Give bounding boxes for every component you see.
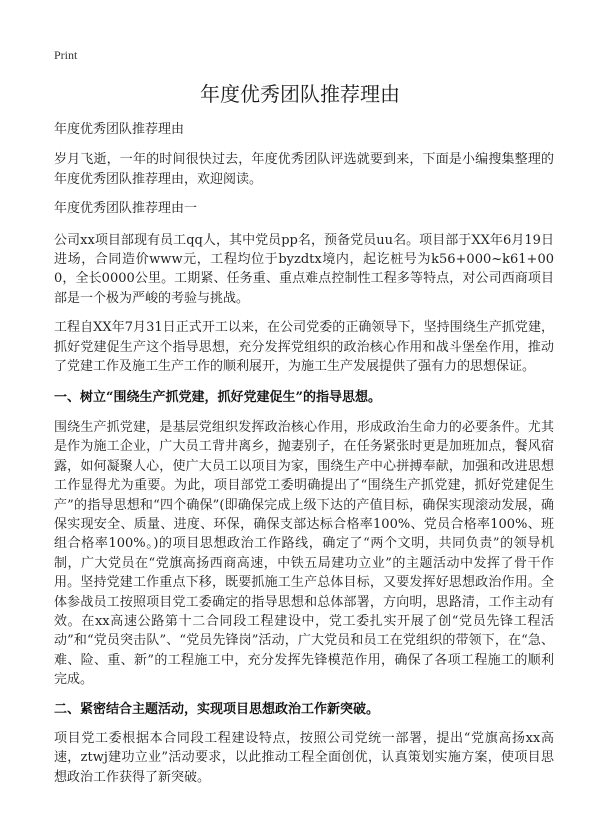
- project-overview-paragraph: 公司xx项目部现有员工qq人，其中党员pp名，预备党员uu名。项目部于XX年6月19日进场，合同造价www元，工程均位于byzdtx境内，起讫桩号为k56+000~k61+000，全长0000公里。工期紧、任务重、重点难点控制性工程多等特点，对公司西商项目部是一个极为严峻的考验与挑战。: [54, 232, 554, 306]
- construction-start-paragraph: 工程自XX年7月31日正式开工以来，在公司党委的正确领导下，坚持围绕生产抓党建，抓好党建促生产这个指导思想，充分发挥党组织的政治核心作用和战斗堡垒作用，推动了党建工作及施工生产工作的顺利展开，为施工生产发展提供了强有力的思想保证。: [54, 320, 554, 375]
- print-link[interactable]: Print: [54, 48, 78, 62]
- heading-two-body: 项目党工委根据本合同段工程建设特点，按照公司党统一部署，提出“党旗高扬xx高速，ztwj建功立业”活动要求，以此推动工程全面创优，认真策划实施方案，使项目思想政治工作获得了新突破。: [54, 730, 554, 785]
- heading-one: 一、树立“围绕生产抓党建，抓好党建促生”的指导思想。: [54, 390, 381, 406]
- intro-subtitle: 年度优秀团队推荐理由: [54, 122, 185, 137]
- intro-paragraph: 岁月飞逝，一年的时间很快过去，年度优秀团队评选就要到来，下面是小编搜集整理的年度优秀团队推荐理由，欢迎阅读。: [54, 152, 554, 187]
- heading-two: 二、紧密结合主题活动，实现项目思想政治工作新突破。: [54, 701, 380, 717]
- page-title: 年度优秀团队推荐理由: [200, 82, 400, 106]
- section-one-label: 年度优秀团队推荐理由一: [54, 201, 198, 217]
- article-body: [54, 120, 554, 787]
- heading-one-body: 围绕生产抓党建，是基层党组织发挥政治核心作用，形成政治生命力的必要条件。尤其是作为施工企业，广大员工背井离乡，抛妻别子，在任务紧张时更是加班加点，餐风宿露，如何凝聚人心，使广大员工以项目为家，围绕生产中心拼搏奉献，加强和改进思想工作显得尤为重要。为此，项目部党工委明确提出了“围绕生产抓党建，抓好党建促生产”的指导思想和“四个确保”(即确保完成上级下达的产值目标，确保实现滚动发展，确保实现安全、质量、进度、环保，确保支部达标合格率100%、党员合格率100%、班组合格率100%。)的项目思想政治工作路线，确定了“两个文明，共同负责”的领导机制，广大党员在“党旗高扬西商高速，中铁五局建功立业”的主题活动中发挥了骨干作用。坚持党建工作重点下移，既要抓施工生产总体目标，又要发挥好思想政治作用。全体参战员工按照项目党工委确定的指导思想和总体部署，方向明，思路清，工作主动有效。在xx高速公路第十二合同段工程建设中，党工委扎实开展了创“党员先锋工程活动”和“党员突击队”、“党员先锋岗”活动，广大党员和员工在党组织的带领下，在“急、难、险、重、新”的工程施工中，充分发挥先锋模范作用，确保了各项工程施工的顺利完成。: [54, 419, 554, 688]
